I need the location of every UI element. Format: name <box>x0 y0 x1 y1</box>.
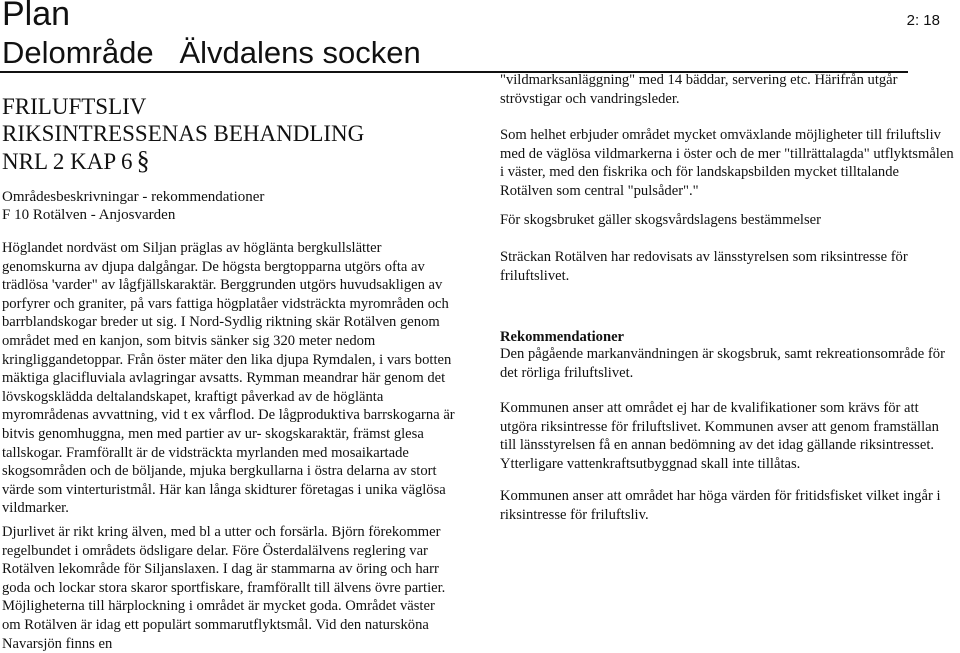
section-sign-icon: § <box>136 146 150 175</box>
left-paragraph-2: Djurlivet är rikt kring älven, med bl a utter och forsärla. Björn förekommer regelbundet i områdets ödsligare delar. Före Österdalälvens reglering var Rotälven lekområde för Siljanslaxen. I dag är stammarna av öring och harr goda och lockar stora skaror sportfiskare, framförallt till älvens övre partier. Möjligheterna till härplockning i området är mycket goda. Området väster om Rotälven är idag ett populärt sommarutflyktsmål. Vid den natursköna Navarsjön finns en <box>2 524 446 652</box>
page-number: 2: 18 <box>906 12 940 29</box>
recommendations-heading: Rekommendationer <box>500 329 625 345</box>
left-paragraph-1: Höglandet nordväst om Siljan präglas av höglänta bergkullslätter genomskurna av djupa dalgångar. De högsta bergtopparna utgörs ofta av trädlösa 'varder" av lågfjällskaraktär. Berggrunden utgörs huvudsakligen av porfyrer och graniter, på vars fattiga högplatåer vidsträckta myrområden och barrblandskogar breder ut sig. I Nord-Sydlig riktning skär Rotälven genom området med en kanjon, som bitvis sänker sig 320 meter nedom kringliggandetoppar. Från öster mäter den lika djupa Rymdalen, i vars botten mäktiga glacifluviala avlagringar avsatts. Rymman meandrar här genom det lövskogsklädda deltalandskapet, kraftigt påverkad av de höglänta myrområdenas avvattning, vid t ex vårflod. De lågproduktiva barrskogarna är bitvis genomhuggna, men med partier av ur- skogskaraktär, främst glesa tallskogar. Framförallt är de vidsträckta myrlanden med mosaikartade skogsområden och de böljande, mjuka bergkullarna i östra delarna av stort värde som vinterturistmål. Här kan långa skidturer företagas i unika väglösa vildmarker. <box>2 240 455 517</box>
heading-nrl <box>2 147 150 176</box>
heading-friluftsliv: FRILUFTSLIV <box>2 94 147 119</box>
right-paragraph-7: Kommunen anser att området har höga värden för fritidsfisket vilket ingår i riksintresse för friluftsliv. <box>500 488 941 523</box>
right-paragraph-1: "vildmarksanläggning" med 14 bäddar, servering etc. Härifrån utgår strövstigar och vandringsleder. <box>500 72 898 107</box>
subtitle-line <box>2 34 421 72</box>
subtitle-right: Älvdalens socken <box>179 35 421 70</box>
heading-nrl-text: NRL 2 KAP 6 <box>2 149 133 174</box>
right-paragraph-6: Kommunen anser att området ej har de kvalifikationer som krävs för att utgöra riksintresse för friluftslivet. Kommunen avser att genom framställan till länsstyrelsen få en annan bedömning av det idag gällande riksintresset. Ytterligare vattenkraftsutbyggnad skall inte tillåtas. <box>500 400 939 472</box>
right-paragraph-3: För skogsbruket gäller skogsvårdslagens bestämmelser <box>500 212 821 228</box>
right-paragraph-4: Sträckan Rotälven har redovisats av länsstyrelsen som riksintresse för friluftslivet. <box>500 249 908 284</box>
subheading-area: F 10 Rotälven - Anjosvarden <box>2 207 176 223</box>
right-paragraph-2: Som helhet erbjuder området mycket omväxlande möjligheter till friluftsliv med de väglösa vildmarkerna i öster och de mer "tillrättalagda" utflyktsmålen i väster, med den fiskrika och för landskapsbilden mycket tilltalande Rotälven som central "pulsåder"." <box>500 127 954 199</box>
right-paragraph-5: Den pågående markanvändningen är skogsbruk, samt rekreationsområde för det rörliga friluftslivet. <box>500 346 945 381</box>
left-column <box>2 239 457 518</box>
subtitle-left: Delområde <box>2 35 154 70</box>
page-title: Plan <box>2 0 71 33</box>
subheading-descriptions: Områdesbeskrivningar - rekommendationer <box>2 189 265 205</box>
left-column-2 <box>2 523 457 653</box>
heading-riksintressenas: RIKSINTRESSENAS BEHANDLING <box>2 121 365 146</box>
